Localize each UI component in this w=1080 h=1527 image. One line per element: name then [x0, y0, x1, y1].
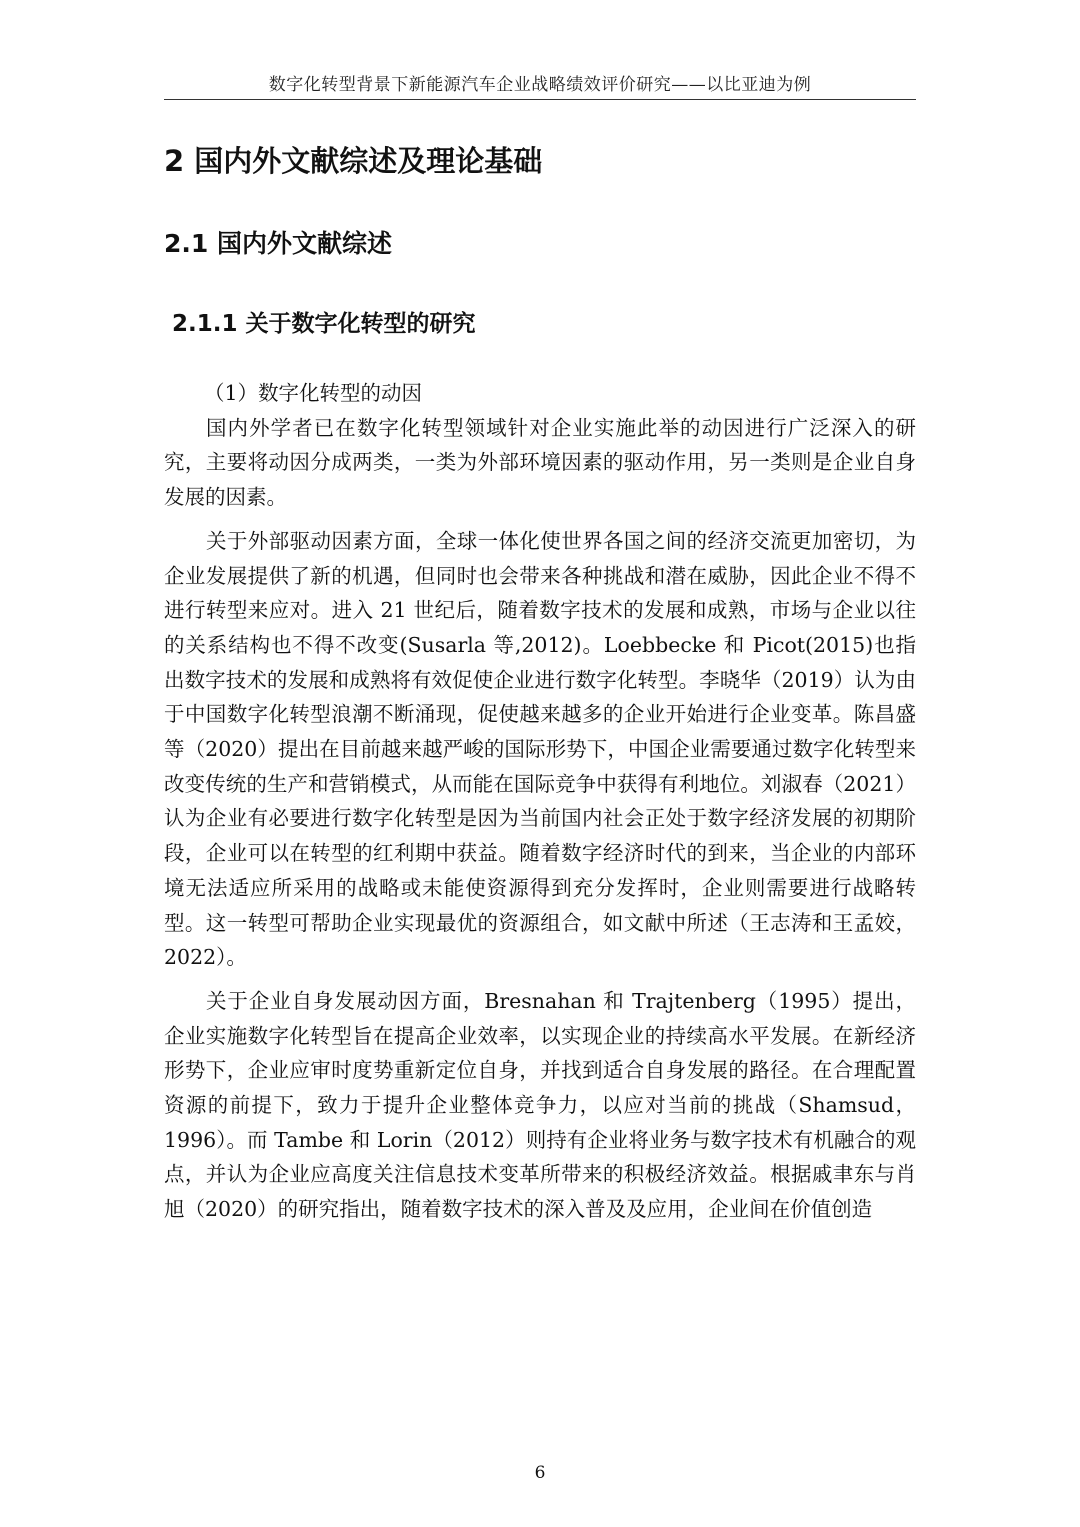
paragraph-2: 关于外部驱动因素方面，全球一体化使世界各国之间的经济交流更加密切，为企业发展提供了新的机遇，但同时也会带来各种挑战和潜在威胁，因此企业不得不进行转型来应对。进入 21 世纪后，随着数字技术的发展和成熟，市场与企业以往的关系结构也不得不改变(Susarla 等,2012)。Loebbecke 和 Picot(2015)也指出数字技术的发展和成熟将有效促使企业进行数字化转型。李晓华（2019）认为由于中国数字化转型浪潮不断涌现，促使越来越多的企业开始进行企业变革。陈昌盛等（2020）提出在目前越来越严峻的国际形势下，中国企业需要通过数字化转型来改变传统的生产和营销模式，从而能在国际竞争中获得有利地位。刘淑春（2021）认为企业有必要进行数字化转型是因为当前国内社会正处于数字经济发展的初期阶段，企业可以在转型的红利期中获益。随着数字经济时代的到来，当企业的内部环境无法适应所采用的战略或未能使资源得到充分发挥时，企业则需要进行战略转型。这一转型可帮助企业实现最优的资源组合，如文献中所述（王志涛和王孟姣，2022）。: [164, 528, 916, 970]
body-text: [164, 376, 916, 1236]
header-rule: [164, 99, 916, 100]
running-header: 数字化转型背景下新能源汽车企业战略绩效评价研究——以比亚迪为例: [268, 75, 812, 95]
paragraph-1: 国内外学者已在数字化转型领域针对企业实施此举的动因进行广泛深入的研究，主要将动因分成两类，一类为外部环境因素的驱动作用，另一类则是企业自身发展的因素。: [164, 415, 916, 510]
subhead: （1）数字化转型的动因: [204, 381, 423, 405]
paragraph-3: 关于企业自身发展动因方面，Bresnahan 和 Trajtenberg（1995）提出，企业实施数字化转型旨在提高企业效率，以实现企业的持续高水平发展。在新经济形势下，企业应审时度势重新定位自身，并找到适合自身发展的路径。在合理配置资源的前提下，致力于提升企业整体竞争力，以应对当前的挑战（Shamsud，1996）。而 Tambe 和 Lorin（2012）则持有企业将业务与数字技术有机融合的观点，并认为企业应高度关注信息技术变革所带来的积极经济效益。根据戚聿东与肖旭（2020）的研究指出，随着数字技术的深入普及及应用，企业间在价值创造: [164, 988, 916, 1222]
chapter-title: 2 国内外文献综述及理论基础: [164, 144, 543, 178]
page-number: 6: [534, 1463, 546, 1483]
subsection-title: 2.1.1 关于数字化转型的研究: [172, 311, 476, 337]
section-title: 2.1 国内外文献综述: [164, 229, 392, 258]
